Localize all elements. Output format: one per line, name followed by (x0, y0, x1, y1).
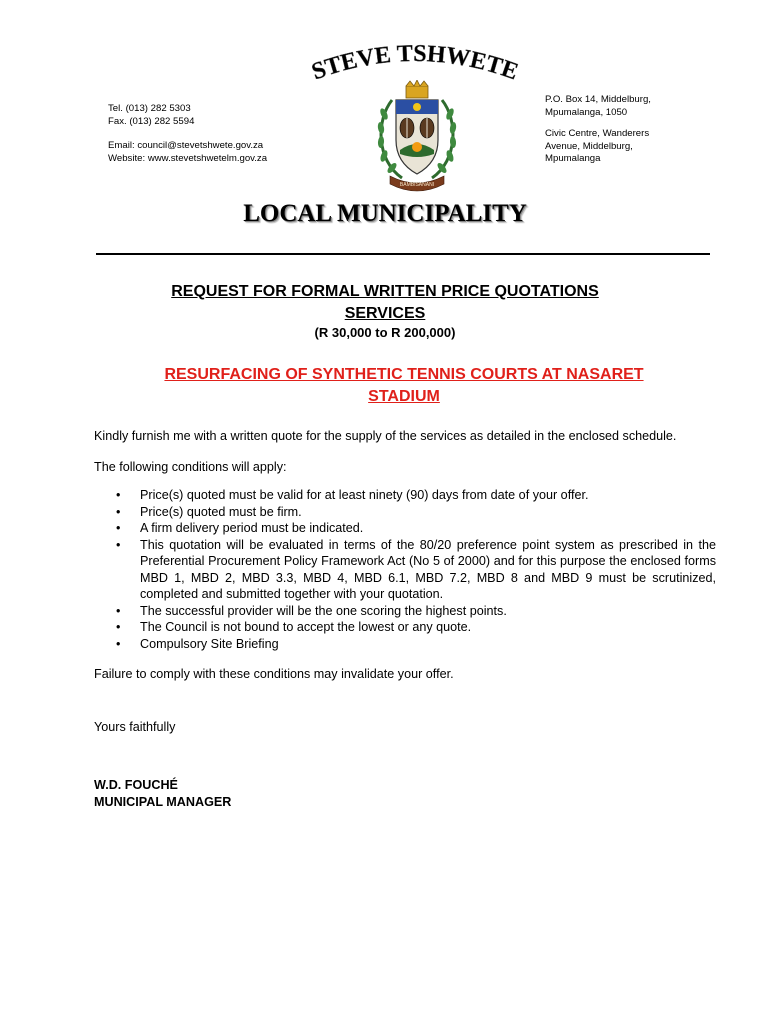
signatory-name: W.D. FOUCHÉ (94, 778, 178, 792)
email-address: Email: council@stevetshwete.gov.za (108, 140, 264, 151)
crest-svg (372, 80, 462, 192)
civic-address-line-2: Avenue, Middelburg, (545, 140, 633, 152)
svg-text:STEVE TSHWETE (308, 41, 521, 86)
website-address: Website: www.stevetshwetelm.gov.za (108, 152, 268, 164)
project-title-line-1: RESURFACING OF SYNTHETIC TENNIS COURTS AT NASARET (164, 366, 644, 383)
bullet-icon: • (116, 504, 121, 519)
crest-motto: BAMBISANANI (399, 182, 435, 188)
municipal-crest (372, 80, 462, 192)
bullet-icon: • (116, 521, 121, 535)
header-divider (96, 253, 710, 255)
warning-paragraph: Failure to comply with these conditions may invalidate your offer. (94, 667, 454, 681)
document-title-line-1: REQUEST FOR FORMAL WRITTEN PRICE QUOTATIONS (171, 283, 599, 300)
signatory-title: MUNICIPAL MANAGER (94, 794, 232, 809)
list-item: • Compulsory Site Briefing (116, 636, 279, 651)
bullet-icon: • (116, 488, 121, 502)
document-title-line-2: SERVICES (344, 305, 426, 322)
contact-left (108, 103, 267, 165)
civic-address-line-1: Civic Centre, Wanderers (545, 128, 650, 139)
bullet-icon: • (116, 636, 121, 651)
conditions-lead: The following conditions will apply: (94, 459, 287, 474)
brand-top-text: STEVE TSHWETE (308, 40, 522, 86)
po-box-line-2: Mpumalanga, 1050 (545, 106, 628, 118)
fax-number: Fax. (013) 282 5594 (108, 115, 195, 127)
phone-number: Tel. (013) 282 5303 (108, 103, 191, 114)
bullet-icon: • (116, 620, 121, 634)
list-item: • A firm delivery period must be indicated. (116, 521, 364, 535)
conditions-list (94, 487, 716, 652)
bullet-icon: • (116, 537, 121, 552)
brand-subtitle: LOCAL MUNICIPALITY (243, 200, 527, 227)
document-title (0, 281, 770, 325)
list-item: • This quotation will be evaluated in terms of the 80/20 preference point system as prescribed in the Preferential Procurement Policy Framework Act (No 5 of 2000) and for this purpose the enclosed forms MBD 1, MBD 2, MBD 3.3, MBD 4, MBD 6.1, MBD 7.2, MBD 8 and MBD 9 must be scrutinized, completed and submitted together with your quotation. (116, 537, 716, 601)
list-item: • Price(s) quoted must be firm. (116, 504, 302, 519)
closing-salutation: Yours faithfully (94, 719, 176, 734)
intro-paragraph: Kindly furnish me with a written quote for the supply of the services as detailed in the enclosed schedule. (94, 429, 677, 443)
list-item: • The Council is not bound to accept the lowest or any quote. (116, 620, 472, 634)
value-range: (R 30,000 to R 200,000) (314, 325, 456, 340)
contact-right (545, 94, 651, 166)
letter-body (94, 428, 716, 810)
project-title (0, 364, 770, 408)
bullet-icon: • (116, 603, 121, 618)
po-box-line-1: P.O. Box 14, Middelburg, (545, 94, 651, 105)
list-item: • Price(s) quoted must be valid for at least ninety (90) days from date of your offer. (116, 488, 589, 502)
project-title-line-2: STADIUM (368, 388, 440, 405)
list-item: • The successful provider will be the one scoring the highest points. (116, 603, 507, 618)
civic-address-line-3: Mpumalanga (545, 153, 601, 164)
